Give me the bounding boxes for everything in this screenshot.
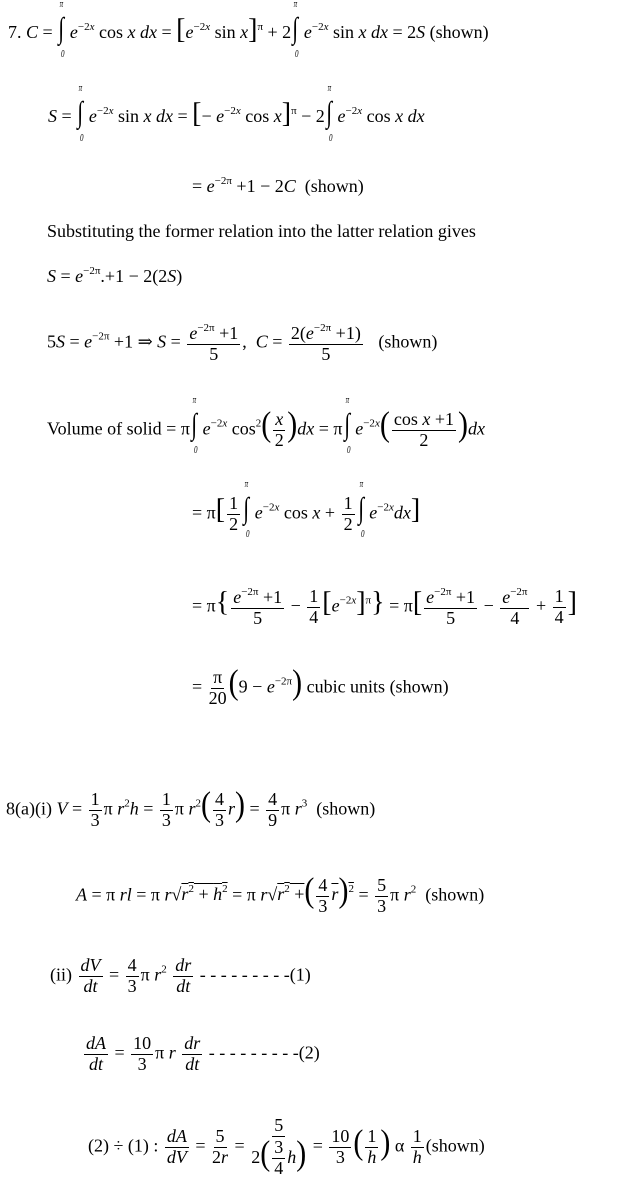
q8-line-4: $\frac{dA}{dt}$ = $\frac{10}{3}$ π r $\frac{dr}{dt}$ - - - - - - - - -(2): [86, 1033, 320, 1074]
q7-line-1: 7. C = ∫ π 0 $e^{-2x}$ cos x dx = [$e^{-2x}$ sin x]$^\pi$ + 2∫ π 0 $e^{-2x}$ sin x dx = 2S (shown): [8, 0, 489, 60]
q8-line-1: 8(a)(i) V = $\frac{1}{3}$ π $r^2h$ = $\frac{1}{3}$ π $r^2$( $\frac{4}{3}$ r) = $\frac{4}{9}$ π $r^3$ (shown): [6, 785, 376, 830]
q7-sentence: Substituting the former relation into the latter relation gives: [47, 221, 476, 241]
q7-line-6: Volume of solid = π∫ π 0 $e^{-2x}$ $\cos^2$( $\frac{x}{2}$ )dx = π∫ π 0 $e^{-2x}$( $\frac{\text{cos x +1}}{2}$ )dx: [47, 395, 485, 457]
q7-line-2: S = ∫ π 0 $e^{-2x}$ sin x dx = [− $e^{-2x}$ cos x]$^\pi$ − 2∫ π 0 $e^{-2x}$ cos x dx: [48, 83, 425, 144]
q7-line-7: = π[ $\frac{1}{2}$ ∫ π 0 $e^{-2x}$ cos x + $\frac{1}{2}$ ∫ π 0 $e^{-2x}dx$]: [192, 479, 421, 541]
q8-line-5: (2) ÷ (1) : $\frac{dA}{dV}$ = $\frac{5}{2r}$ = 5 2( $\frac{3}{4}$ h) = $\frac{10}{3}$ ( $\frac{1}{h}$ ) α $\frac{1}{h}$ (shown): [88, 1115, 485, 1179]
volume-label: Volume of solid: [47, 418, 162, 439]
q8-label: 8(a)(i): [6, 798, 52, 819]
q7-line-9: = $\frac{\pi}{20}$ $(9 - e^{-2\pi})$ cubic units (shown): [192, 663, 449, 708]
equation-2-marker: - - - - - - - - -(2): [208, 1042, 320, 1063]
q7-line-3: = $e^{-2\pi} +1 - 2C$ (shown): [192, 175, 364, 196]
q8-line-3: (ii) $\frac{dV}{dt}$ = $\frac{4}{3}$ π $r^2$ $\frac{dr}{dt}$ - - - - - - - - -(1): [50, 955, 311, 996]
q8-line-2: A = π rl = π $r√r^2 + h^2 = \pi$ $r√r^2$ +( $\frac{4}{3}$ r)$^2$ = $\frac{5}{3}$ π $r^2$ (shown): [76, 871, 485, 916]
part-ii-label: (ii): [50, 964, 72, 985]
divide-label: (2) ÷ (1) :: [88, 1135, 159, 1156]
equation-1-marker: - - - - - - - - -(1): [199, 964, 311, 985]
q7-number: 7.: [8, 22, 22, 42]
q7-line-5: $5S = e^{-2\pi} +1$ ⇒ S = $\frac{e^{-2\pi} +1}{5}$ , C = $\frac{2(e^{-2\pi} +1)}{5}$ (shown): [47, 322, 438, 364]
q7-line-8: = π{ $\frac{e^{-2\pi} +1}{5}$ − $\frac{1}{4}$ $[e^{-2x}]^\pi\} = \pi$[ $\frac{e^{-2\pi} +1}{5}$ − $\frac{e^{-2\pi}}{4}$ + $\frac{1}{4}$ ]: [192, 586, 577, 628]
q7-line-4: $S = e^{-2\pi}.+1 - 2(2S)$: [47, 265, 183, 286]
